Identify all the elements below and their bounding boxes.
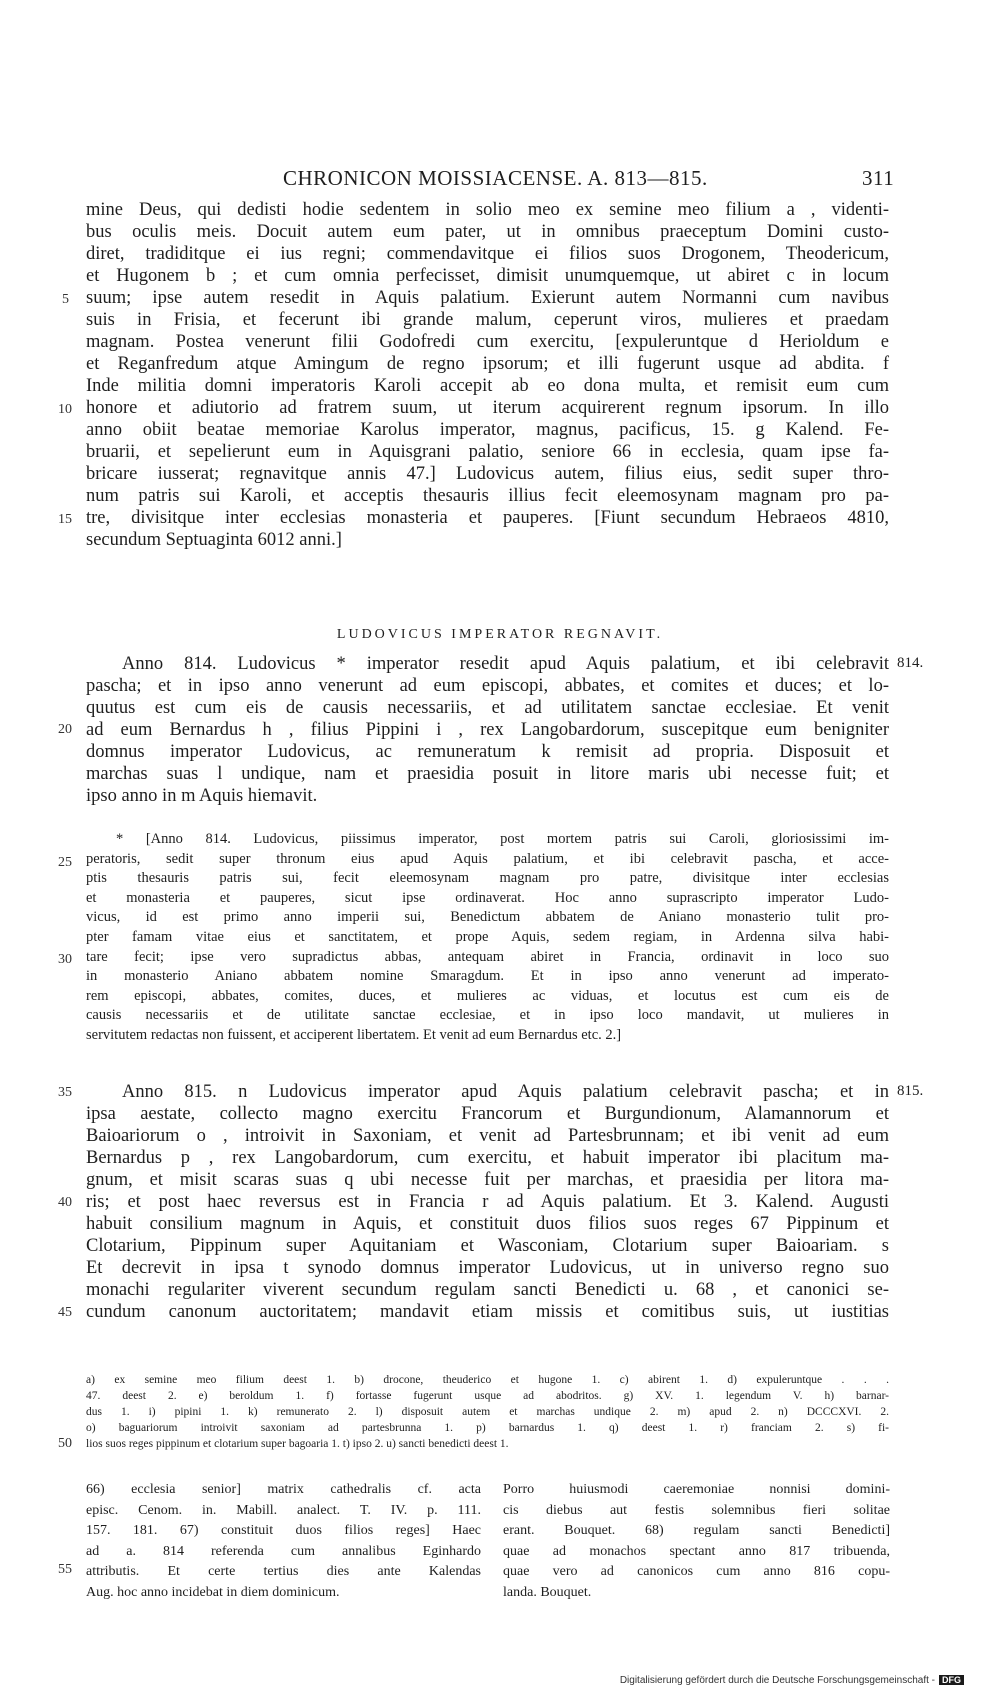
text-line: mine Deus, qui dedisti hodie sedentem in solio meo ex semine meo filium a , videnti- xyxy=(86,200,889,220)
text-line: domnus imperator Ludovicus, ac remuneratum k remisit ad propria. Disposuit et xyxy=(86,742,889,762)
text-line: Anno 815. n Ludovicus imperator apud Aquis palatium celebravit pascha; et in xyxy=(122,1082,889,1102)
variant-line: lios suos reges pippinum et clotarium super bagoaria 1. t) ipso 2. u) sancti benedicti deest 1. xyxy=(86,1438,509,1450)
text-line: ris; et post haec reversus est in Francia r ad Aquis palatium. Et 3. Kalend. Augusti xyxy=(86,1192,889,1212)
footnote-line: episc. Cenom. in. Mabill. analect. T. IV. p. 111. xyxy=(86,1502,481,1518)
text-line: Bernardus p , rex Langobardorum, cum exercitu, et habuit imperator ibi placitum ma- xyxy=(86,1148,889,1168)
line-number: 40 xyxy=(58,1195,72,1210)
text-line: Anno 814. Ludovicus * imperator resedit apud Aquis palatium, et ibi celebravit xyxy=(122,654,889,674)
margin-year: 814. xyxy=(897,655,924,671)
footnote-line: quae ad monachos spectant anno 817 tribuenda, xyxy=(503,1543,890,1559)
text-line: Inde militia domni imperatoris Karoli accepit ab eo dona multa, et remisit eum cum xyxy=(86,376,889,396)
text-line: vicus, id est primo anno imperii sui, Benedictum abbatem de Aniano monasterio tulit pro- xyxy=(86,909,889,926)
line-number: 45 xyxy=(58,1305,72,1320)
text-line: suum; ipse autem resedit in Aquis palatium. Exierunt autem Normanni cum navibus xyxy=(86,288,889,308)
footnote-line: 66) ecclesia senior] matrix cathedralis cf. acta xyxy=(86,1482,481,1497)
line-number: 50 xyxy=(58,1436,72,1451)
footnote-line: ad a. 814 referenda cum annalibus Eginhardo xyxy=(86,1543,481,1559)
variant-line: dus 1. i) pipini 1. k) remunerato 2. l) disposuit autem et marchas undique 2. m) apud 2. n) DCCCXVI. 2. xyxy=(86,1406,889,1418)
text-line: magnam. Postea venerunt filii Godofredi cum exercitu, [expuleruntque d Herioldum e xyxy=(86,332,889,352)
footnote-line: Porro huiusmodi caeremoniae nonnisi domini- xyxy=(503,1482,890,1497)
line-number: 35 xyxy=(58,1085,72,1100)
text-line: Et decrevit in ipsa t synodo domnus imperator Ludovicus, ut in universo regno suo xyxy=(86,1258,889,1278)
text-line: et Hugonem b ; et cum omnia perfecisset, dimisit unumquemque, ut abiret c in locum xyxy=(86,266,889,286)
text-line: servitutem redactas non fuissent, et acciperent libertatem. Et venit ad eum Bernardus etc. 2.] xyxy=(86,1027,622,1043)
footnote-line: attributis. Et certe tertius dies ante Kalendas xyxy=(86,1564,481,1579)
text-line: anno obiit beatae memoriae Karolus imperator, magnus, pacificus, 15. g Kalend. Fe- xyxy=(86,420,889,440)
text-line: num patris sui Karoli, et acceptis thesauris illius fecit eleemosynam magnam pro pa- xyxy=(86,486,889,506)
margin-year: 815. xyxy=(897,1083,924,1099)
line-number: 30 xyxy=(58,952,72,967)
variant-line: o) baguariorum introivit saxoniam ad partesbrunna 1. p) barnardus 1. q) deest 1. r) franciam 2. s) fi- xyxy=(86,1422,889,1434)
text-line: ipso anno in m Aquis hiemavit. xyxy=(86,786,318,806)
text-line: secundum Septuaginta 6012 anni.] xyxy=(86,530,342,550)
text-line: tare fecit; ipse vero supradictus abbas, antequam abiret in Francia, ordinavit in loco suo xyxy=(86,948,889,965)
line-number: 15 xyxy=(58,512,72,527)
running-header xyxy=(0,166,1000,192)
text-line: honore et adiutorio ad fratrem suum, ut iterum acquirerent regnum ipsorum. In illo xyxy=(86,398,889,418)
text-line: pter famam vitae eius et sanctitatem, et prope Aquis, sedem regiam, in Ardenna silva habi- xyxy=(86,929,889,945)
text-line: Baioariorum o , introivit in Saxoniam, et venit ad Partesbrunnam; et ibi venit ad eum xyxy=(86,1126,889,1146)
dfg-logo-icon: DFG xyxy=(939,1675,964,1685)
footnote-line: quae vero ad canonicos cum anno 816 copu- xyxy=(503,1564,890,1579)
credit-text: Digitalisierung gefördert durch die Deutsche Forschungsgemeinschaft - xyxy=(619,1675,935,1686)
text-line: habuit consilium magnum in Aquis, et constituit duos filios suos reges 67 Pippinum et xyxy=(86,1214,889,1234)
text-line: bus oculis meis. Docuit autem eum pater, ut in omnibus praeceptum Domini custo- xyxy=(86,222,889,242)
footnote-line: Aug. hoc anno incidebat in diem dominicum. xyxy=(86,1584,340,1600)
text-line: diret, tradiditque ei ius regni; commendavitque ei filios suos Drogonem, Theodericum, xyxy=(86,244,889,264)
text-line: suis in Frisia, et fecerunt ibi grande malum, ceperunt viros, mulieres et praedam xyxy=(86,310,889,330)
variant-line: 47. deest 2. e) beroldum 1. f) fortasse fugerunt usque ad abodritos. g) XV. 1. legendum V. h) barnar- xyxy=(86,1390,889,1402)
section-heading: LUDOVICUS IMPERATOR REGNAVIT. xyxy=(336,627,664,642)
text-line: * [Anno 814. Ludovicus, piissimus imperator, post mortem patris sui Caroli, gloriosissimi im- xyxy=(116,831,889,847)
text-line: et monasteria et pauperes, sicut ipse ordinaverat. Hoc anno suprascripto imperator Ludo- xyxy=(86,889,889,906)
line-number: 10 xyxy=(58,402,72,417)
text-line: ptis thesauris patris sui, fecit eleemosynam magnam pro patre, divisitque inter ecclesias xyxy=(86,870,889,887)
line-number: 5 xyxy=(62,292,69,307)
footnote-line: landa. Bouquet. xyxy=(503,1584,592,1600)
footnote-line: cis diebus aut festis solemnibus fieri solitae xyxy=(503,1502,890,1518)
text-line: ipsa aestate, collecto magno exercitu Francorum et Burgundionum, Alamannorum et xyxy=(86,1104,889,1124)
variant-line: a) ex semine meo filium deest 1. b) drocone, theuderico et hugone 1. c) abirent 1. d) expuleruntque . . . xyxy=(86,1374,889,1386)
text-line: bruarii, et sepelierunt eum in Aquisgrani palatio, seniore 66 in ecclesia, quam ipse fa- xyxy=(86,442,889,462)
line-number: 20 xyxy=(58,722,72,737)
text-line: ad eum Bernardus h , filius Pippini i , rex Langobardorum, suscepitque eum benigniter xyxy=(86,720,889,740)
text-line: monachi regulariter viverent secundum regulam sancti Benedicti u. 68 , et canonici se- xyxy=(86,1280,889,1300)
text-line: in monasterio Aniano abbatem nomine Smaragdum. Et in ipso anno venerunt ad imperato- xyxy=(86,968,889,985)
text-line: Clotarium, Pippinum super Aquitaniam et Wasconiam, Clotarium super Baioariam. s xyxy=(86,1236,889,1256)
text-line: quutus est cum eis de causis necessariis, et ad utilitatem sanctae ecclesiae. Et venit xyxy=(86,698,889,718)
text-line: bricare iusserat; regnavitque annis 47.] Ludovicus autem, filius eius, sedit super thro- xyxy=(86,464,889,484)
text-line: causis necessariis et de utilitate sanctae ecclesiae, et in ipso loco mandavit, ut mulieres in xyxy=(86,1007,889,1024)
text-line: cundum canonum auctoritatem; mandavit etiam missis et comitibus suis, ut iustitias xyxy=(86,1302,889,1322)
header-title: CHRONICON MOISSIACENSE. A. 813—815. xyxy=(283,166,708,190)
text-line: peratoris, sedit super thronum eius apud Aquis palatium, et ibi celebravit pascha, et acce- xyxy=(86,850,889,867)
text-line: pascha; et in ipso anno venerunt ad eum episcopi, abbates, et comites et duces; et lo- xyxy=(86,676,889,696)
footnote-line: 157. 181. 67) constituit duos filios reges] Haec xyxy=(86,1523,481,1538)
digitization-credit xyxy=(620,1675,964,1686)
text-line: tre, divisitque inter ecclesias monasteria et pauperes. [Fiunt secundum Hebraeos 4810, xyxy=(86,508,889,528)
text-line: et Reganfredum atque Amingum de regno ipsorum; et illi fugerunt usque ad abdita. f xyxy=(86,354,889,374)
footnote-line: erant. Bouquet. 68) regulam sancti Benedicti] xyxy=(503,1523,890,1538)
page-number: 311 xyxy=(862,166,895,190)
line-number: 25 xyxy=(58,855,72,870)
text-line: marchas suas l undique, nam et praesidia posuit in litore maris ubi necesse fuit; et xyxy=(86,764,889,784)
line-number: 55 xyxy=(58,1562,72,1577)
text-line: gnum, et misit scaras suas q ubi necesse fuit per marchas, et praesidia per litora ma- xyxy=(86,1170,889,1190)
text-line: rem episcopi, abbates, comites, duces, et mulieres ac viduas, et locutus est cum eis de xyxy=(86,987,889,1004)
